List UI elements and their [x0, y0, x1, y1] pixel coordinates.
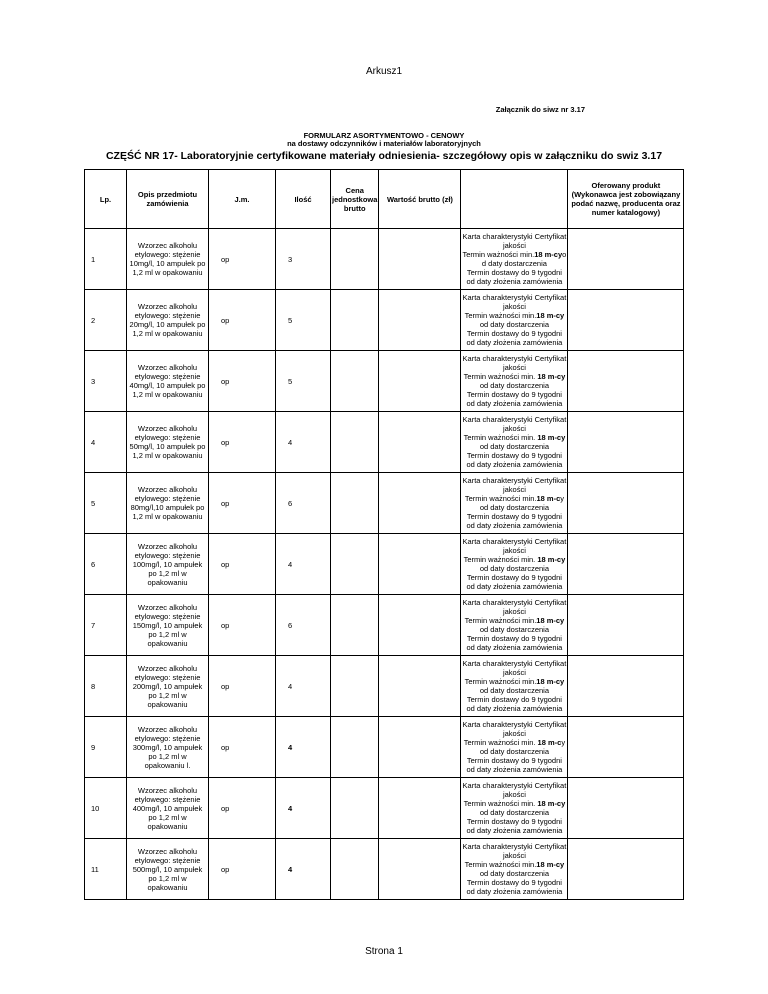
notes-delivery: Termin dostawy do 9 tygodni od daty złożenia zamówienia	[466, 268, 563, 286]
cell-notes	[461, 534, 568, 595]
notes-certificate: Karta charakterystyki Certyfikat jakości	[462, 232, 567, 250]
cell-lp: 3	[85, 351, 127, 412]
cell-gross-value[interactable]	[379, 473, 461, 534]
notes-certificate: Karta charakterystyki Certyfikat jakości	[462, 537, 567, 555]
cell-offered-product[interactable]	[568, 290, 684, 351]
notes-delivery: Termin dostawy do 9 tygodni od daty złożenia zamówienia	[466, 634, 563, 652]
notes-validity: Termin ważności min.	[464, 677, 537, 686]
notes-validity: Termin ważności min.	[464, 311, 537, 320]
cell-unit-price[interactable]	[331, 656, 379, 717]
cell-quantity: 4	[276, 717, 331, 778]
cell-lp: 8	[85, 656, 127, 717]
cell-quantity: 5	[276, 351, 331, 412]
notes-certificate: Karta charakterystyki Certyfikat jakości	[462, 781, 567, 799]
cell-unit: op	[209, 412, 276, 473]
cell-offered-product[interactable]	[568, 717, 684, 778]
cell-lp: 10	[85, 778, 127, 839]
cell-unit: op	[209, 656, 276, 717]
cell-unit: op	[209, 778, 276, 839]
cell-lp: 9	[85, 717, 127, 778]
table-row	[85, 595, 684, 656]
table-row	[85, 351, 684, 412]
cell-gross-value[interactable]	[379, 534, 461, 595]
notes-validity-months: 18 m-cy	[536, 677, 565, 686]
notes-validity-from: od daty dostarczenia	[479, 442, 550, 451]
cell-quantity: 3	[276, 229, 331, 290]
table-header-row	[85, 170, 684, 229]
cell-unit: op	[209, 229, 276, 290]
cell-unit: op	[209, 473, 276, 534]
cell-quantity: 4	[276, 778, 331, 839]
cell-offered-product[interactable]	[568, 656, 684, 717]
cell-unit: op	[209, 595, 276, 656]
form-title: FORMULARZ ASORTYMENTOWO - CENOWY	[303, 131, 465, 140]
cell-unit-price[interactable]	[331, 473, 379, 534]
cell-notes	[461, 717, 568, 778]
cell-description: Wzorzec alkoholu etylowego: stężenie 200mg/l, 10 ampułek po 1,2 ml w opakowaniu	[127, 656, 209, 717]
header-lp: Lp.	[85, 170, 127, 229]
table-row	[85, 656, 684, 717]
cell-description: Wzorzec alkoholu etylowego: stężenie 80mg/l,10 ampułek po 1,2 ml w opakowaniu	[127, 473, 209, 534]
header-notes	[461, 170, 568, 229]
notes-validity-suffix: y	[561, 738, 566, 747]
notes-validity: Termin ważności min.	[463, 738, 538, 747]
notes-validity-from: od daty dostarczenia	[479, 808, 550, 817]
notes-validity: Termin ważności min.	[463, 799, 538, 808]
notes-validity: Termin ważności min.	[464, 494, 537, 503]
cell-notes	[461, 473, 568, 534]
notes-validity-months: 18 m-cy	[536, 311, 565, 320]
cell-quantity: 4	[276, 839, 331, 900]
table-row	[85, 473, 684, 534]
notes-delivery: Termin dostawy do 9 tygodni od daty złożenia zamówienia	[466, 573, 563, 591]
header-offered-product: Oferowany produkt (Wykonawca jest zobowiązany podać nazwę, producenta oraz numer katalogowy)	[568, 170, 684, 229]
cell-quantity: 6	[276, 473, 331, 534]
cell-unit-price[interactable]	[331, 351, 379, 412]
cell-gross-value[interactable]	[379, 229, 461, 290]
table-row	[85, 229, 684, 290]
table-row	[85, 717, 684, 778]
cell-unit: op	[209, 534, 276, 595]
notes-certificate: Karta charakterystyki Certyfikat jakości	[462, 354, 567, 372]
notes-delivery: Termin dostawy do 9 tygodni od daty złożenia zamówienia	[466, 878, 563, 896]
notes-validity-months: 18 m-c	[536, 494, 561, 503]
notes-validity-from: od daty dostarczenia	[479, 686, 550, 695]
notes-certificate: Karta charakterystyki Certyfikat jakości	[462, 415, 567, 433]
notes-validity-from: od daty dostarczenia	[479, 381, 550, 390]
notes-validity-months: 18 m-cy	[537, 372, 566, 381]
notes-certificate: Karta charakterystyki Certyfikat jakości	[462, 659, 567, 677]
cell-offered-product[interactable]	[568, 778, 684, 839]
notes-validity: Termin ważności min.	[463, 555, 538, 564]
notes-validity-months: 18 m-cy	[536, 860, 565, 869]
cell-gross-value[interactable]	[379, 412, 461, 473]
cell-offered-product[interactable]	[568, 229, 684, 290]
notes-validity-months: 18 m-cy	[537, 555, 566, 564]
notes-delivery: Termin dostawy do 9 tygodni od daty złożenia zamówienia	[466, 817, 563, 835]
cell-lp: 6	[85, 534, 127, 595]
table-row	[85, 839, 684, 900]
notes-validity: Termin ważności min.	[463, 372, 538, 381]
table-row	[85, 534, 684, 595]
cell-notes	[461, 595, 568, 656]
notes-validity-from: od daty dostarczenia	[479, 503, 550, 512]
cell-description: Wzorzec alkoholu etylowego: stężenie 300mg/l, 10 ampułek po 1,2 ml w opakowaniu l.	[127, 717, 209, 778]
table-row	[85, 412, 684, 473]
cell-description: Wzorzec alkoholu etylowego: stężenie 10mg/l, 10 ampułek po 1,2 ml w opakowaniu	[127, 229, 209, 290]
cell-unit: op	[209, 717, 276, 778]
cell-description: Wzorzec alkoholu etylowego: stężenie 500mg/l, 10 ampułek po 1,2 ml w opakowaniu	[127, 839, 209, 900]
cell-description: Wzorzec alkoholu etylowego: stężenie 40mg/l, 10 ampułek po 1,2 ml w opakowaniu	[127, 351, 209, 412]
cell-notes	[461, 656, 568, 717]
cell-unit-price[interactable]	[331, 717, 379, 778]
notes-delivery: Termin dostawy do 9 tygodni od daty złożenia zamówienia	[466, 390, 563, 408]
notes-validity: Termin ważności min.	[464, 860, 537, 869]
cell-description: Wzorzec alkoholu etylowego: stężenie 20mg/l, 10 ampułek po 1,2 ml w opakowaniu	[127, 290, 209, 351]
cell-notes	[461, 229, 568, 290]
cell-description: Wzorzec alkoholu etylowego: stężenie 100mg/l, 10 ampułek po 1,2 ml w opakowaniu	[127, 534, 209, 595]
cell-gross-value[interactable]	[379, 839, 461, 900]
cell-description: Wzorzec alkoholu etylowego: stężenie 150mg/l, 10 ampułek po 1,2 ml w opakowaniu	[127, 595, 209, 656]
cell-gross-value[interactable]	[379, 595, 461, 656]
notes-validity-months: 18 m-cy	[537, 433, 566, 442]
cell-gross-value[interactable]	[379, 717, 461, 778]
notes-certificate: Karta charakterystyki Certyfikat jakości	[462, 720, 567, 738]
notes-validity-from: od daty dostarczenia	[479, 320, 550, 329]
cell-offered-product[interactable]	[568, 534, 684, 595]
page-footer: Strona 1	[365, 946, 403, 957]
cell-unit: op	[209, 839, 276, 900]
header-unit: J.m.	[209, 170, 276, 229]
notes-certificate: Karta charakterystyki Certyfikat jakości	[462, 598, 567, 616]
notes-validity: Termin ważności min.	[464, 616, 537, 625]
cell-notes	[461, 290, 568, 351]
cell-gross-value[interactable]	[379, 656, 461, 717]
cell-quantity: 4	[276, 412, 331, 473]
cell-lp: 4	[85, 412, 127, 473]
notes-delivery: Termin dostawy do 9 tygodni od daty złożenia zamówienia	[466, 512, 563, 530]
header-description: Opis przedmiotu zamówienia	[127, 170, 209, 229]
cell-unit-price[interactable]	[331, 595, 379, 656]
cell-offered-product[interactable]	[568, 839, 684, 900]
notes-delivery: Termin dostawy do 9 tygodni od daty złożenia zamówienia	[466, 695, 563, 713]
notes-certificate: Karta charakterystyki Certyfikat jakości	[462, 476, 567, 494]
cell-lp: 1	[85, 229, 127, 290]
cell-offered-product[interactable]	[568, 412, 684, 473]
notes-delivery: Termin dostawy do 9 tygodni od daty złożenia zamówienia	[466, 329, 563, 347]
cell-lp: 7	[85, 595, 127, 656]
cell-unit-price[interactable]	[331, 534, 379, 595]
notes-validity-from: d daty dostarczenia	[481, 259, 547, 268]
cell-quantity: 4	[276, 534, 331, 595]
notes-validity-from: od daty dostarczenia	[479, 564, 550, 573]
table-row	[85, 778, 684, 839]
cell-unit: op	[209, 290, 276, 351]
notes-validity-from: od daty dostarczenia	[479, 869, 550, 878]
notes-validity: Termin ważności min.	[462, 250, 535, 259]
cell-description: Wzorzec alkoholu etylowego: stężenie 400mg/l, 10 ampułek po 1,2 ml w opakowaniu	[127, 778, 209, 839]
cell-quantity: 6	[276, 595, 331, 656]
notes-validity: Termin ważności min.	[463, 433, 538, 442]
header-gross-value: Wartość brutto (zł)	[379, 170, 461, 229]
cell-quantity: 4	[276, 656, 331, 717]
cell-lp: 2	[85, 290, 127, 351]
cell-unit-price[interactable]	[331, 412, 379, 473]
cell-lp: 5	[85, 473, 127, 534]
cell-unit-price[interactable]	[331, 290, 379, 351]
notes-delivery: Termin dostawy do 9 tygodni od daty złożenia zamówienia	[466, 451, 563, 469]
cell-gross-value[interactable]	[379, 351, 461, 412]
cell-offered-product[interactable]	[568, 473, 684, 534]
notes-validity-months: 18 m-cy	[537, 799, 566, 808]
notes-validity-from: od daty dostarczenia	[479, 625, 550, 634]
notes-validity-suffix: y	[560, 494, 565, 503]
notes-certificate: Karta charakterystyki Certyfikat jakości	[462, 293, 567, 311]
cell-quantity: 5	[276, 290, 331, 351]
notes-validity-from: od daty dostarczenia	[479, 747, 550, 756]
cell-notes	[461, 412, 568, 473]
cell-lp: 11	[85, 839, 127, 900]
cell-notes	[461, 778, 568, 839]
notes-validity-months: 18 m-c	[537, 738, 562, 747]
annex-label: Załącznik do siwz nr 3.17	[495, 105, 585, 114]
part-title: CZĘŚĆ NR 17- Laboratoryjnie certyfikowane materiały odniesienia- szczegółowy opis w załączniku do swiz 3.17	[105, 150, 663, 162]
cell-description: Wzorzec alkoholu etylowego: stężenie 50mg/l, 10 ampułek po 1,2 ml w opakowaniu	[127, 412, 209, 473]
form-subtitle: na dostawy odczynników i materiałów laboratoryjnych	[287, 139, 481, 148]
header-unit-price: Cena jednostkowa brutto	[331, 170, 379, 229]
notes-validity-months: 18 m-cy	[536, 616, 565, 625]
cell-gross-value[interactable]	[379, 290, 461, 351]
notes-certificate: Karta charakterystyki Certyfikat jakości	[462, 842, 567, 860]
notes-validity-months: 18 m-cy	[534, 250, 563, 259]
cell-notes	[461, 839, 568, 900]
notes-delivery: Termin dostawy do 9 tygodni od daty złożenia zamówienia	[466, 756, 563, 774]
cell-gross-value[interactable]	[379, 778, 461, 839]
cell-offered-product[interactable]	[568, 595, 684, 656]
table-row	[85, 290, 684, 351]
cell-unit-price[interactable]	[331, 839, 379, 900]
sheet-name: Arkusz1	[365, 66, 403, 77]
cell-unit-price[interactable]	[331, 778, 379, 839]
assortment-price-table	[84, 169, 684, 900]
cell-offered-product[interactable]	[568, 351, 684, 412]
cell-unit-price[interactable]	[331, 229, 379, 290]
notes-validity-suffix: o	[562, 250, 567, 259]
cell-unit: op	[209, 351, 276, 412]
cell-notes	[461, 351, 568, 412]
header-quantity: Ilość	[276, 170, 331, 229]
